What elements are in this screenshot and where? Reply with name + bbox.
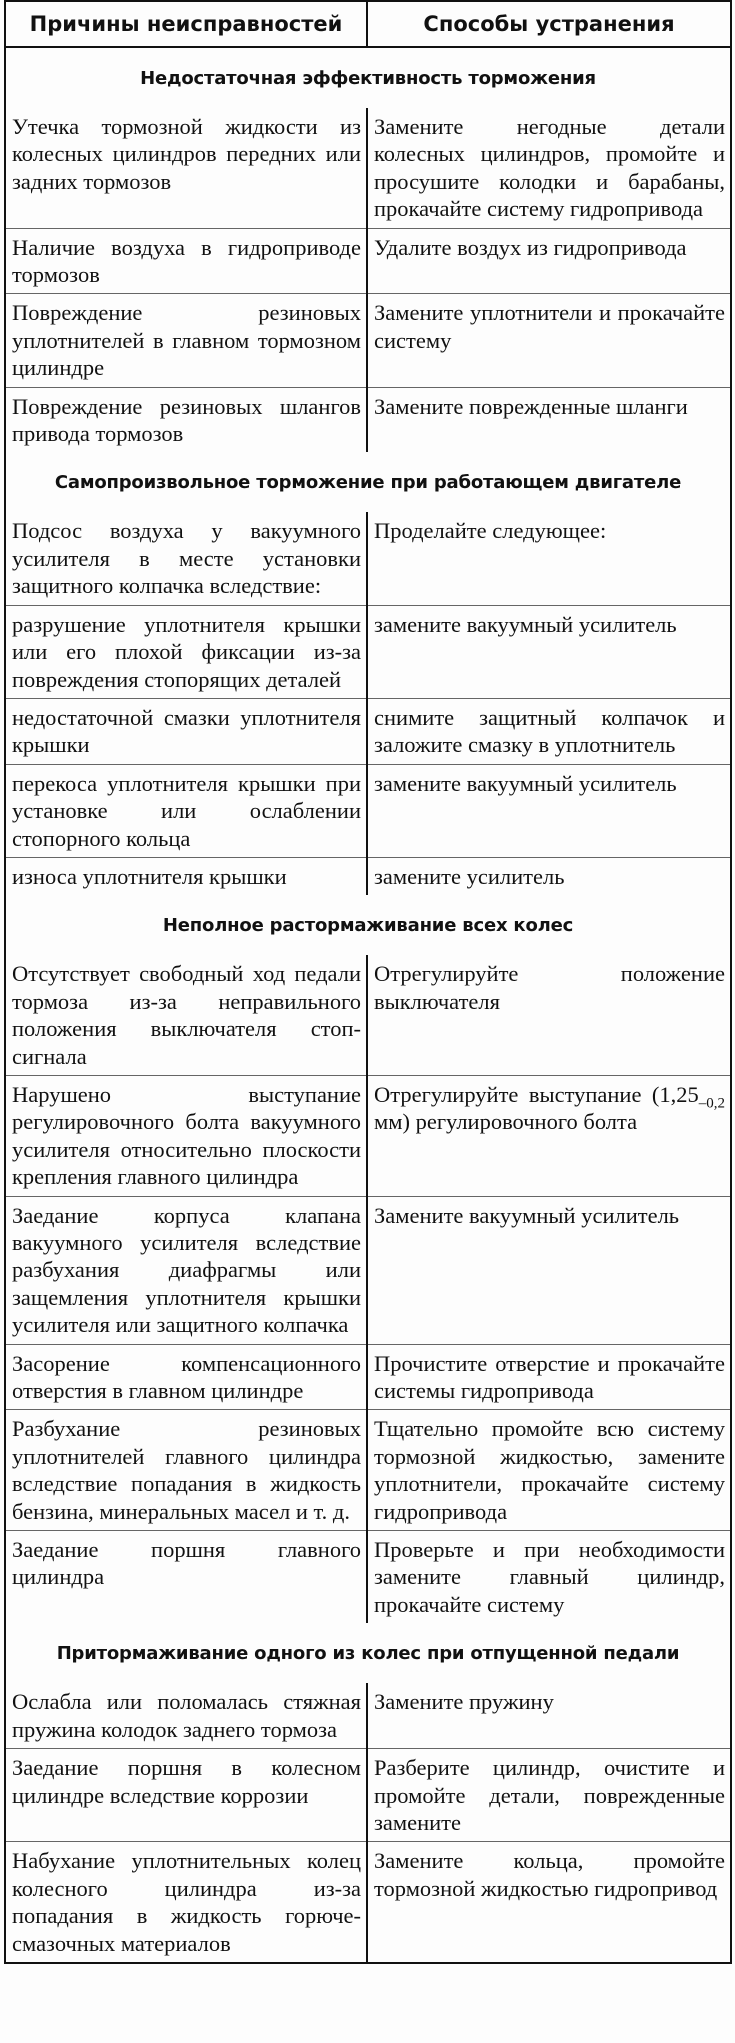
remedy-cell: снимите защитный колпачок и заложите смазку в уплотнитель — [367, 698, 731, 764]
table-row — [5, 387, 731, 452]
table-row — [5, 1196, 731, 1344]
table-row — [5, 764, 731, 857]
remedy-cell: замените усилитель — [367, 857, 731, 895]
table-row — [5, 294, 731, 387]
cause-cell: недостаточной смазки уплотнителя крышки — [5, 698, 367, 764]
troubleshooting-table — [4, 0, 732, 1964]
remedy-cell: Замените вакуумный усилитель — [367, 1196, 731, 1344]
table-row — [5, 1344, 731, 1410]
remedy-cell — [367, 1075, 731, 1196]
remedy-cell: Разберите цилиндр, очистите и промойте детали, поврежденные замените — [367, 1749, 731, 1842]
remedy-cell: Отрегулируйте положение выключателя — [367, 955, 731, 1075]
cause-cell: Повреждение резиновых шлангов привода тормозов — [5, 387, 367, 452]
section-header-row — [5, 452, 731, 512]
remedy-cell: Замените поврежденные шланги — [367, 387, 731, 452]
cause-cell: Наличие воздуха в гидроприводе тормозов — [5, 228, 367, 294]
remedy-text-start: Отрегулируйте выступание (1,25 — [374, 1081, 699, 1107]
table-row — [5, 857, 731, 895]
cause-cell: разрушение уплотнителя крышки или его плохой фиксации из-за повреждения стопорящих деталей — [5, 605, 367, 698]
cause-cell: Заедание корпуса клапана вакуумного усилителя вследствие разбухания диафрагмы или защемления уплотнителя крышки усилителя или защитного колпачка — [5, 1196, 367, 1344]
cause-cell: Подсос воздуха у вакуумного усилителя в месте установки защитного колпачка вследствие: — [5, 512, 367, 605]
remedy-cell: Замените пружину — [367, 1683, 731, 1748]
remedy-cell: Замените кольца, промойте тормозной жидкостью гидропривод — [367, 1842, 731, 1963]
remedies-column-header: Способы устранения — [367, 1, 731, 47]
table-row — [5, 108, 731, 228]
tolerance-subscript: –0,2 — [698, 1095, 725, 1112]
table-row — [5, 1531, 731, 1624]
cause-cell: Ослабла или поломалась стяжная пружина колодок заднего тормоза — [5, 1683, 367, 1748]
table-row — [5, 1410, 731, 1531]
table-row — [5, 1683, 731, 1748]
causes-column-header: Причины неисправностей — [5, 1, 367, 47]
remedy-cell: Проделайте следующее: — [367, 512, 731, 605]
cause-cell: Утечка тормозной жидкости из колесных цилиндров передних или задних тормозов — [5, 108, 367, 228]
table-row — [5, 1075, 731, 1196]
table-row — [5, 1749, 731, 1842]
remedy-cell: Прочистите отверстие и прокачайте системы гидропривода — [367, 1344, 731, 1410]
cause-cell: Повреждение резиновых уплотнителей в главном тормозном цилиндре — [5, 294, 367, 387]
remedy-cell: Проверьте и при необходимости замените главный цилиндр, прокачайте систему — [367, 1531, 731, 1624]
remedy-cell: замените вакуумный усилитель — [367, 605, 731, 698]
remedy-cell: Замените уплотнители и прокачайте систему — [367, 294, 731, 387]
remedy-cell: Удалите воздух из гидропривода — [367, 228, 731, 294]
table-row — [5, 1842, 731, 1963]
section-title: Неполное растормаживание всех колес — [5, 895, 731, 955]
cause-cell: Нарушено выступание регулировочного болта вакуумного усилителя относительно плоскости крепления главного цилиндра — [5, 1075, 367, 1196]
table-row — [5, 512, 731, 605]
section-header-row — [5, 895, 731, 955]
cause-cell: Заедание поршня главного цилиндра — [5, 1531, 367, 1624]
remedy-cell: Тщательно промойте всю систему тормозной жидкостью, замените уплотнители, прокачайте систему гидропривода — [367, 1410, 731, 1531]
remedy-text-end: мм) регулировочного болта — [374, 1109, 638, 1135]
cause-cell: перекоса уплотнителя крышки при установке или ослаблении стопорного кольца — [5, 764, 367, 857]
cause-cell: Отсутствует свободный ход педали тормоза из-за неправильного положения выключателя стоп-сигнала — [5, 955, 367, 1075]
cause-cell: Заедание поршня в колесном цилиндре вследствие коррозии — [5, 1749, 367, 1842]
cause-cell: Разбухание резиновых уплотнителей главного цилиндра вследствие попадания в жидкость бензина, минеральных масел и т. д. — [5, 1410, 367, 1531]
section-title: Притормаживание одного из колес при отпущенной педали — [5, 1623, 731, 1683]
section-header-row — [5, 1623, 731, 1683]
remedy-cell: замените вакуумный усилитель — [367, 764, 731, 857]
section-header-row — [5, 47, 731, 108]
cause-cell: износа уплотнителя крышки — [5, 857, 367, 895]
section-title: Недостаточная эффективность торможения — [5, 47, 731, 108]
table-row — [5, 698, 731, 764]
cause-cell: Засорение компенсационного отверстия в главном цилиндре — [5, 1344, 367, 1410]
section-title: Самопроизвольное торможение при работающем двигателе — [5, 452, 731, 512]
table-header-row — [5, 1, 731, 47]
table-row — [5, 955, 731, 1075]
table-row — [5, 228, 731, 294]
table-row — [5, 605, 731, 698]
remedy-cell: Замените негодные детали колесных цилиндров, промойте и просушите колодки и барабаны, прокачайте систему гидропривода — [367, 108, 731, 228]
cause-cell: Набухание уплотнительных колец колесного цилиндра из-за попадания в жидкость горюче-смазочных материалов — [5, 1842, 367, 1963]
